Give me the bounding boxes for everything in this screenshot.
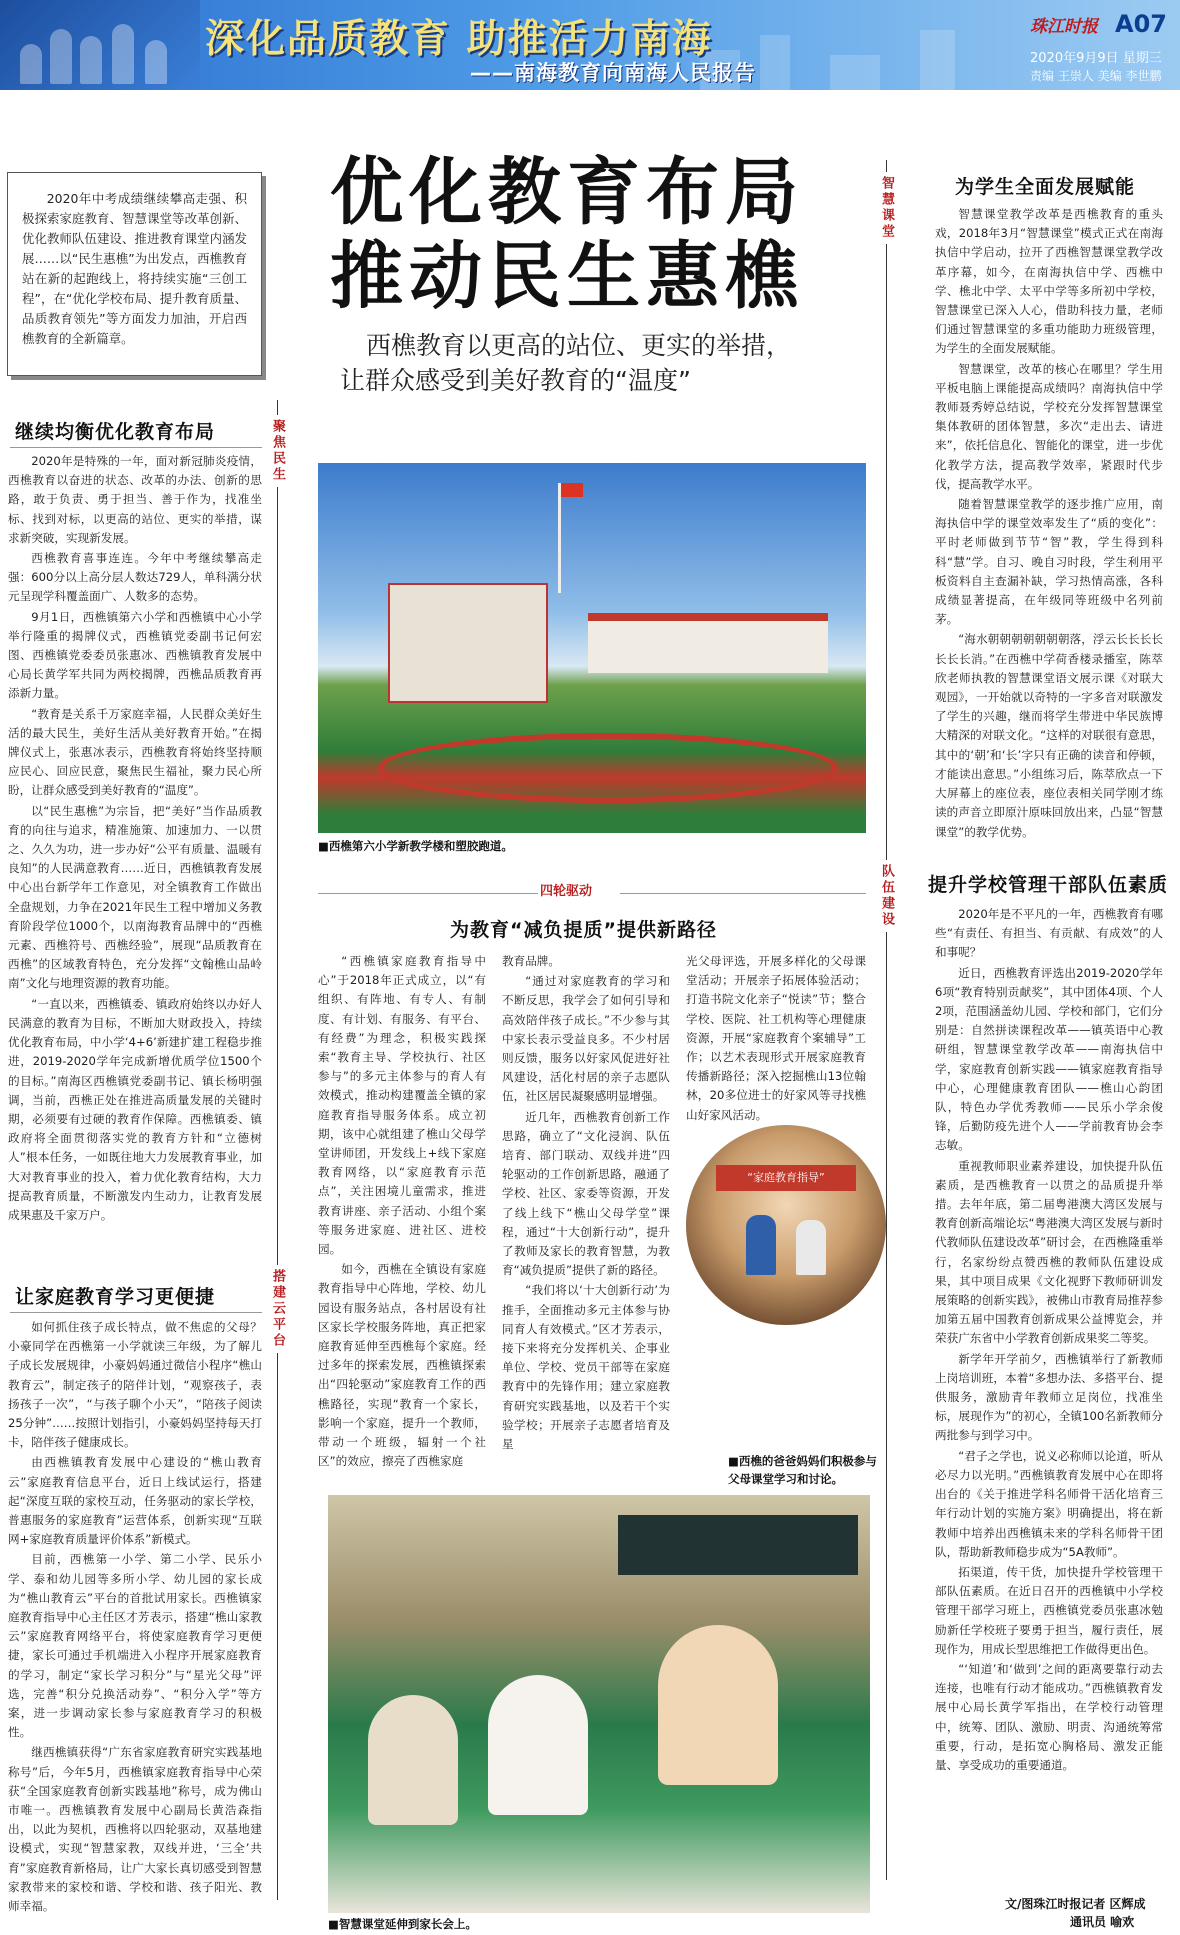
photo-caption-1: ■西樵第六小学新教学楼和塑胶跑道。 [318,839,513,853]
paragraph: 近几年，西樵教育创新工作思路，确立了“文化浸润、队伍培育、部门联动、双线并进”四轮驱动的工作创新思路，融通了学校、社区、家委等资源，开发了线上线下“樵山父母学堂”课程，通过“十大创新行动”，提升了教师及家长的教育智慧，为教育“减负提质”提供了新的路径。 [502,1109,670,1278]
paragraph: 重视教师职业素养建设，加快提升队伍素质，是西樵教育一以贯之的品质提升举措。去年年底，第二届粤港澳大湾区发展与教育创新高端论坛“粤港澳大湾区发展与新时代教师队伍建设改革”研讨会，在西樵隆重举行，名家纷纷点赞西樵的教师队伍建设成果，其中项目成果《文化视野下教师研训发展策略的创新实践》，被佛山市教育局推荐参加第五届中国教育创新成果公益博览会，并荣获广东省中小学教育创新成果奖二等奖。 [935,1158,1163,1346]
section-body-1 [8,452,262,1262]
label-duiwu: 队伍建设 [877,860,896,932]
paragraph: “‘知道’和‘做到’之间的距离要靠行动去连接，也唯有行动才能成功。”西樵镇教育发展中心局长黄学军指出，在学校行动管理中，统筹、团队、激励、明责、沟通统筹常重要，行动，是拓宽心胸格局、激发正能量、享受成功的重要通道。 [935,1661,1163,1772]
section-body-2 [8,1318,262,1930]
paragraph: “海水朝朝朝朝朝朝朝落，浮云长长长长长长长消。”在西樵中学荷香楼录播室，陈萃欣老师执教的智慧课堂语文展示课《对联大观园》，一开始就以奇特的一字多音对联激发了学生的兴趣，继而将学生带进中华民族博大精深的对联文化。“这样的对联很有意思，其中的‘朝’和‘长’字只有正确的读音和停顿，才能读出意思。”小组练习后，陈萃欣点一下大屏幕上的座位表，座位表相关同学刚才练读的声音立即原汁原味回放出来，凸显“智慧课堂”的教学优势。 [935,632,1163,839]
issue-date: 2020年9月9日 星期三 [1030,51,1162,66]
byline: 文/图珠江时报记者 区辉成 [1005,1897,1146,1911]
paragraph: 如今，西樵在全镇设有家庭教育指导中心阵地，学校、幼儿园设有服务站点，各村居设有社区家长学校服务阵地，真正把家庭教育延伸至西樵每个家庭。经过多年的探索发展，西樵镇探索出“四轮驱动”家庭教育工作的西樵路径，实现“教育一个家长，影响一个家庭，提升一个教师，带动一个班级，辐射一个社区”的效应，擦亮了西樵家庭 [318,1262,486,1469]
headline-deck [340,328,791,398]
paragraph: “通过对家庭教育的学习和不断反思，我学会了如何引导和高效陪伴孩子成长。”不少参与其中家长表示受益良多。不少村居则反馈，服务以好家风促进好社风建设，活化村居的亲子志愿队伍，社区居民凝聚感明显增强。 [502,974,670,1104]
paragraph: 如何抓住孩子成长特点，做不焦虑的父母？小豪同学在西樵第一小学就读三年级，为了解儿子成长发展规律，小豪妈妈通过微信小程序“樵山教育云”，制定孩子的陪伴计划，“观察孩子，表扬孩子一次”，“与孩子聊个小天”，“陪孩子阅读25分钟”……按照计划指引，小豪妈妈坚持每天打卡，陪伴孩子健康成长。 [8,1320,262,1450]
paragraph: 教育品牌。 [502,954,560,968]
paragraph: 以“民生惠樵”为宗旨，把“美好”当作品质教育的向往与追求，精准施策、加速加力、一以贯之、久久为功，进一步办好“公平有质量、温暖有良知”的人民满意教育……近日，西樵镇教育发展中心出台新学年工作意见，对全镇教育工作做出全盘规划，力争在2021年民生工程中增加义务教育阶段学位1000个，以南海教育品牌中的“西樵元素、西樵符号、西樵经验”，展现“品质教育在西樵”的区域教育特色，充分发挥“文翰樵山品岭南”文化与地理资源的教育功能。 [8,803,262,991]
masthead-banner [0,0,1180,90]
paragraph: 2020年是特殊的一年，面对新冠肺炎疫情，西樵教育以奋进的状态、改革的办法、创新的思路，敢于负责、勇于担当、善于作为，找准坐标、找到对标，以更高的站位、更实的举措，谋求新突破，实现新发展。 [8,454,262,545]
section-body-3c [686,952,866,1122]
byline-2: 通讯员 喻欢 [1070,1915,1135,1929]
paragraph: 由西樵镇教育发展中心建设的“樵山教育云”家庭教育信息平台，近日上线试运行，搭建起“深度互联的家校互动，任务驱动的家长学校，普惠服务的家庭教育”运营体系，创新实现“互联网+家庭教育质量评价体系”新模式。 [8,1455,262,1547]
paragraph: 随着智慧课堂教学的逐步推广应用，南海执信中学的课堂效率发生了“质的变化”：平时老师做到节节“智”教，学生得到科科“慧”学。自习、晚自习时段，学生利用平板资料自主查漏补缺，学习热情高涨，各科成绩显著提高，在年级同等班级中名列前茅。 [935,497,1163,627]
paragraph: “西樵镇家庭教育指导中心”于2018年正式成立，以“有组织、有阵地、有专人、有制度、有计划、有服务、有平台、有经费”为理念，积极实践探索“教育主导、学校执行、社区参与”的多元主体参与的育人有效模式，推动构建覆盖全镇的家庭教育指导服务体系。成立初期，该中心就组建了樵山父母学堂讲师团，开发线上+线下家庭教育网络，以“家庭教育示范点”，关注困境儿童需求，推进教育讲座、亲子活动、小组个案等服务进家庭、进社区、进校园。 [318,954,486,1257]
section-title-1: 继续均衡优化教育布局 [15,421,216,443]
paragraph: 9月1日，西樵镇第六小学和西樵镇中心小学举行隆重的揭牌仪式，西樵镇党委副书记何宏图、西樵镇党委委员张惠冰、西樵镇教育发展中心局长黄学军共同为两校揭牌，西樵品质教育再添新力量。 [8,609,262,701]
section-title-2: 让家庭教育学习更便捷 [15,1286,216,1308]
photo-banner-text: “家庭教育指导” [716,1165,856,1191]
headline-line-2: 推动民生惠樵 [330,233,804,319]
paragraph: “君子之学也，说义必称师以论道，听从必尽力以光明。”西樵镇教育发展中心在即将出台的《关于推进学科名师骨干活化培育三年行动计划的实施方案》明确提出，将在新教师中培养出西樵镇未来的学科名师骨干团队，帮助新教师稳步成为“5A教师”。 [935,1448,1163,1559]
section-title-5: 提升学校管理干部队伍素质 [928,874,1169,896]
label-dajian: 搭建云平台 [268,1265,287,1353]
photo-caption-2: ■西樵的爸爸妈妈们积极参与父母课堂学习和讨论。 [728,1454,877,1486]
editor-credits: 责编 王崇人 美编 李世鹏 [1030,69,1162,83]
tag-silun: 四轮驱动 [540,884,593,899]
section-title-3: 为教育“减负提质”提供新路径 [450,919,717,941]
paragraph: 近日，西樵教育评选出2019-2020学年6项“教育特别贡献奖”，其中团体4项、个人2项，范围涵盖幼儿园、学校和部门，它们分别是：自然拼读课程改革——镇英语中心教研组，智慧课堂教学改革——南海执信中学，家庭教育创新实践——镇家庭教育指导中心，心理健康教育团队——樵山心韵团队，特色办学优秀教师——民乐小学余俊锋，后勤防疫先进个人——学前教育协会李志敏。 [935,965,1163,1153]
school-photo [318,463,866,833]
paragraph: 新学年开学前夕，西樵镇举行了新教师上岗培训班，本着“多想办法、多搭平台、提供服务，激励青年教师立足岗位，找准坐标，展现作为”的初心，全镇100名新教师分两批参与到学习中。 [935,1351,1163,1443]
section-body-3a [318,952,486,1472]
banner-subtitle: ——南海教育向南海人民报告 [470,61,756,85]
paragraph: 智慧课堂教学改革是西樵教育的重头戏，2018年3月“智慧课堂”模式正式在南海执信中学启动，拉开了西樵智慧课堂教学改革序幕，如今，在南海执信中学、西樵中学、樵北中学、太平中学等多所初中学校，智慧课堂已深入人心，借助科技力量，老师们通过智慧课堂的多重功能助力班级管理，为学生的全面发展赋能。 [935,207,1163,356]
banner-title: 深化品质教育 助推活力南海 [205,17,713,62]
deck-line-1: 西樵教育以更高的站位、更实的举措， [366,331,792,360]
headline-line-1: 优化教育布局 [330,149,804,235]
section-body-5 [935,905,1163,1895]
paragraph: 光父母评选，开展多样化的父母课堂活动；开展亲子拓展体验活动；打造书院文化亲子“悦读”节；整合学校、医院、社工机构等心理健康资源，开展“家庭教育个案辅导”工作；以艺术表现形式开展家庭教育传播新路径；深入挖掘樵山13位翰林，20多位进士的好家风等寻找樵山好家风活动。 [686,954,866,1122]
paragraph: 2020年是不平凡的一年，西樵教育有哪些“有责任、有担当、有贡献、有成效”的人和事呢？ [935,907,1163,960]
paragraph: 继西樵镇获得“广东省家庭教育研究实践基地称号”后，今年5月，西樵镇家庭教育指导中心荣获“全国家庭教育创新实践基地”称号，成为佛山市唯一。西樵镇教育发展中心副局长黄浩森指出，以此为契机，西樵将以四轮驱动，双基地建设模式，实现“智慧家教，双线并进，‘三全’共育”家庭教育新格局，让广大家长真切感受到智慧家教带来的家校和谐、学校和谐、孩子阳光、教师幸福。 [8,1745,262,1914]
label-zhihui: 智慧课堂 [877,172,896,244]
banner-illustration [0,0,200,90]
paragraph: 拓渠道，传干货，加快提升学校管理干部队伍素质。在近日召开的西樵镇中小学校管理干部学习班上，西樵镇党委员张惠冰勉励新任学校班子要勇于担当，履行责任，展现作为，用成长型思维把工作做得更出色。 [935,1564,1163,1656]
newspaper-logo: 珠江时报 [1030,17,1098,37]
deck-line-2: 让群众感受到美好教育的“温度” [340,366,691,395]
main-headline [330,150,804,318]
paragraph: 目前，西樵第一小学、第二小学、民乐小学、泰和幼儿园等多所小学、幼儿园的家长成为“樵山教育云”平台的首批试用家长。西樵镇家庭教育指导中心主任区才芳表示，搭建“樵山家教云”家庭教育网络平台，将使家庭教育学习更便捷，家长可通过手机端进入小程序开展家庭教育的学习，制定“家长学习积分”与“星光父母”评选，完善“积分兑换活动券”、“积分入学”等方案，进一步调动家长参与家庭教育学习的积极性。 [8,1552,262,1740]
paragraph: 智慧课堂，改革的核心在哪里？学生用平板电脑上课能提高成绩吗？南海执信中学教师聂秀婷总结说，学校充分发挥智慧课堂集体教研的团体智慧，多次“走出去、请进来”，依托信息化、智能化的课堂，进一步优化教学方法，提高教学效率，紧跟时代步伐，提高教学水平。 [935,361,1163,491]
paragraph: 西樵教育喜事连连。今年中考继续攀高走强：600分以上高分层人数达729人，单科满分状元呈现学科覆盖面广、人数多的态势。 [8,551,262,604]
section-body-4 [935,205,1163,839]
paragraph: “教育是关系千万家庭幸福，人民群众美好生活的最大民生，美好生活从美好教育开始。”在揭牌仪式上，张惠冰表示，西樵教育将始终坚持顺应民心、回应民意，聚焦民生福祉，聚力民心所盼，让群众感受到美好教育的“温度”。 [8,706,262,798]
intro-box: 2020年中考成绩继续攀高走强、积极探索家庭教育、智慧课堂等改革创新、优化教师队伍建设、推进教育课堂内涵发展……以“民生惠樵”为出发点，西樵教育站在新的起跑线上，将持续实施“三创工程”，在“优化学校布局、提升教育质量、品质教育领先”等方面发力加油，开启西樵教育的全新篇章。 [7,172,262,376]
classroom-photo [328,1495,870,1913]
paragraph: “一直以来，西樵镇委、镇政府始终以办好人民满意的教育为目标，不断加大财政投入，持续优化教育布局，中小学‘4+6’新建扩建工程稳步推进，2019-2020学年完成新增优质学位1500个的目标。”南海区西樵镇党委副书记、镇长杨明强调，当前，西樵正处在推进高质量发展的关键时期，必须要有过硬的教育作保障。西樵镇委、镇政府将全面贯彻落实党的教育方针和“立德树人”根本任务，一如既往地大力发展教育事业，加大对教育事业的投入，着力优化教育结构，大力提高教育质量，不断激发内生动力，让教育发展成果惠及千家万户。 [8,996,262,1222]
paragraph: “我们将以‘十大创新行动’为推手，全面推动多元主体参与协同育人有效模式。”区才芳表示，接下来将充分发挥机关、企事业单位、学校、党员干部等在家庭教育中的先锋作用；建立家庭教育研究实践基地，以及若干个实验学校；开展亲子志愿者培育及星 [502,1283,670,1452]
section-body-3b [502,952,670,1472]
photo-caption-3: ■智慧课堂延伸到家长会上。 [328,1917,477,1931]
label-jujiao: 聚焦民生 [268,415,287,487]
section-title-4: 为学生全面发展赋能 [955,176,1136,198]
page-number: A07 [1115,10,1167,38]
parents-class-photo [686,1125,886,1325]
